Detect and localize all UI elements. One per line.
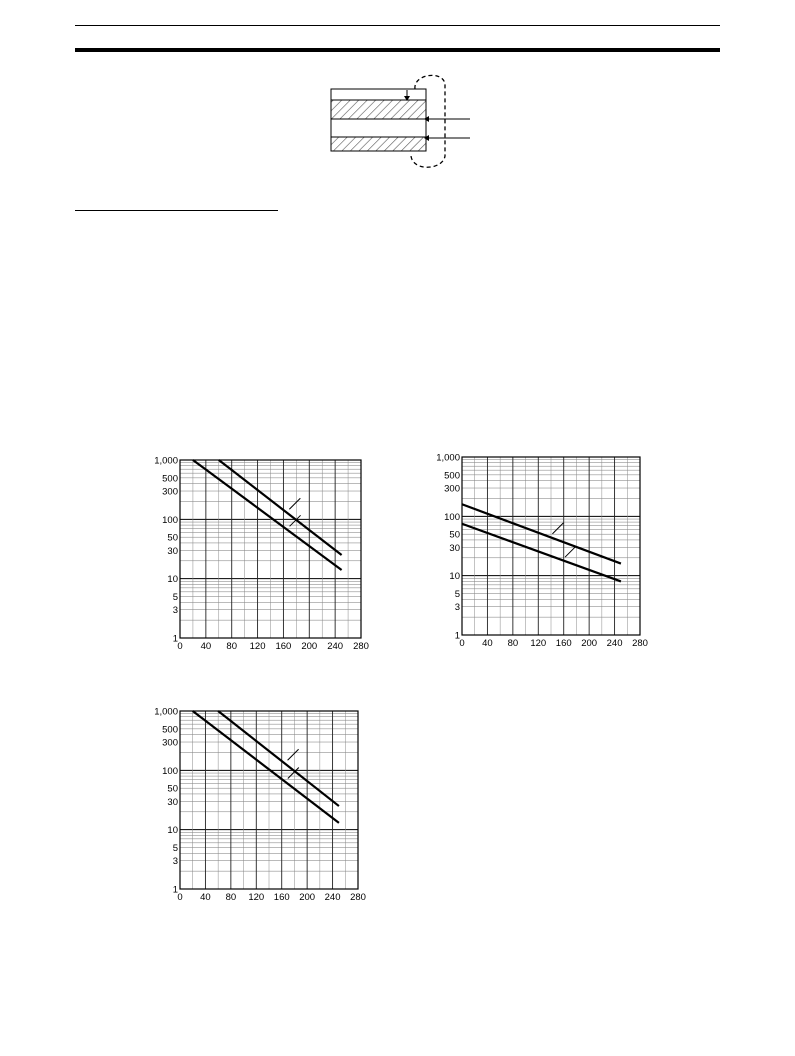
y-tick-label: 500 bbox=[444, 470, 460, 482]
y-tick-label: 300 bbox=[162, 737, 178, 749]
leader-line bbox=[288, 749, 299, 760]
x-tick-label: 40 bbox=[482, 638, 493, 649]
y-tick-label: 10 bbox=[167, 825, 178, 837]
y-tick-label: 5 bbox=[454, 589, 460, 601]
series-line-2 bbox=[193, 711, 339, 823]
x-tick-label: 0 bbox=[177, 641, 183, 652]
y-tick-label: 5 bbox=[172, 843, 178, 855]
y-tick-label: 3 bbox=[172, 605, 178, 617]
x-tick-label: 160 bbox=[273, 892, 290, 903]
y-tick-label: 100 bbox=[444, 511, 460, 523]
x-tick-label: 200 bbox=[299, 892, 316, 903]
y-tick-label: 1,000 bbox=[436, 452, 460, 464]
x-tick-label: 240 bbox=[324, 892, 341, 903]
chart-2-svg bbox=[422, 443, 662, 655]
series-line-2 bbox=[193, 460, 342, 570]
x-tick-label: 240 bbox=[327, 641, 344, 652]
y-tick-label: 30 bbox=[449, 542, 460, 554]
x-tick-label: 160 bbox=[555, 638, 572, 649]
x-tick-label: 280 bbox=[632, 638, 648, 649]
y-tick-label: 50 bbox=[449, 529, 460, 541]
header-rule-thick bbox=[75, 48, 720, 52]
y-tick-label: 100 bbox=[162, 514, 178, 526]
x-tick-label: 120 bbox=[248, 892, 265, 903]
hatched-layer-top bbox=[331, 100, 426, 119]
x-tick-label: 280 bbox=[350, 892, 366, 903]
chart-1-svg bbox=[140, 446, 380, 658]
chart-2 bbox=[422, 443, 662, 660]
x-tick-label: 120 bbox=[249, 641, 266, 652]
x-tick-label: 80 bbox=[226, 641, 238, 652]
x-tick-label: 280 bbox=[353, 641, 369, 652]
leader-line bbox=[289, 498, 300, 509]
x-tick-label: 120 bbox=[530, 638, 547, 649]
y-tick-label: 50 bbox=[167, 783, 178, 795]
y-tick-label: 3 bbox=[172, 856, 178, 868]
x-tick-label: 40 bbox=[200, 892, 211, 903]
y-tick-label: 100 bbox=[162, 765, 178, 777]
x-tick-label: 40 bbox=[200, 641, 212, 652]
y-tick-label: 10 bbox=[167, 574, 178, 586]
y-tick-label: 300 bbox=[444, 483, 460, 495]
y-tick-label: 30 bbox=[167, 796, 178, 808]
cross-section-svg bbox=[325, 74, 485, 174]
y-tick-label: 5 bbox=[172, 592, 178, 604]
x-tick-label: 0 bbox=[177, 892, 183, 903]
y-tick-label: 1,000 bbox=[154, 706, 178, 718]
y-tick-label: 500 bbox=[162, 724, 178, 736]
y-tick-label: 3 bbox=[454, 602, 460, 614]
series-line-1 bbox=[218, 711, 339, 806]
series-line-1 bbox=[462, 504, 621, 563]
y-tick-label: 10 bbox=[449, 571, 460, 583]
series-line-2 bbox=[462, 524, 621, 582]
chart-1 bbox=[140, 446, 380, 663]
x-tick-label: 0 bbox=[459, 638, 465, 649]
header-rule-thin bbox=[75, 25, 720, 26]
y-tick-label: 1,000 bbox=[154, 455, 178, 467]
x-tick-label: 240 bbox=[606, 638, 623, 649]
x-tick-label: 80 bbox=[225, 892, 237, 903]
y-tick-label: 30 bbox=[167, 545, 178, 557]
x-tick-label: 160 bbox=[275, 641, 292, 652]
cross-section-diagram bbox=[325, 74, 485, 179]
y-tick-label: 1 bbox=[172, 884, 178, 896]
y-tick-label: 1 bbox=[454, 630, 460, 642]
y-tick-label: 500 bbox=[162, 473, 178, 485]
y-tick-label: 50 bbox=[167, 532, 178, 544]
x-tick-label: 200 bbox=[581, 638, 598, 649]
chart-3-svg bbox=[140, 697, 380, 909]
chart-3 bbox=[140, 697, 380, 914]
leader-line bbox=[552, 523, 563, 534]
x-tick-label: 200 bbox=[301, 641, 318, 652]
y-tick-label: 300 bbox=[162, 486, 178, 498]
leader-line bbox=[565, 546, 576, 557]
section-rule bbox=[75, 210, 278, 211]
x-tick-label: 80 bbox=[507, 638, 519, 649]
y-tick-label: 1 bbox=[172, 633, 178, 645]
hatched-layer-bottom bbox=[331, 137, 426, 151]
series-line-1 bbox=[219, 460, 342, 555]
